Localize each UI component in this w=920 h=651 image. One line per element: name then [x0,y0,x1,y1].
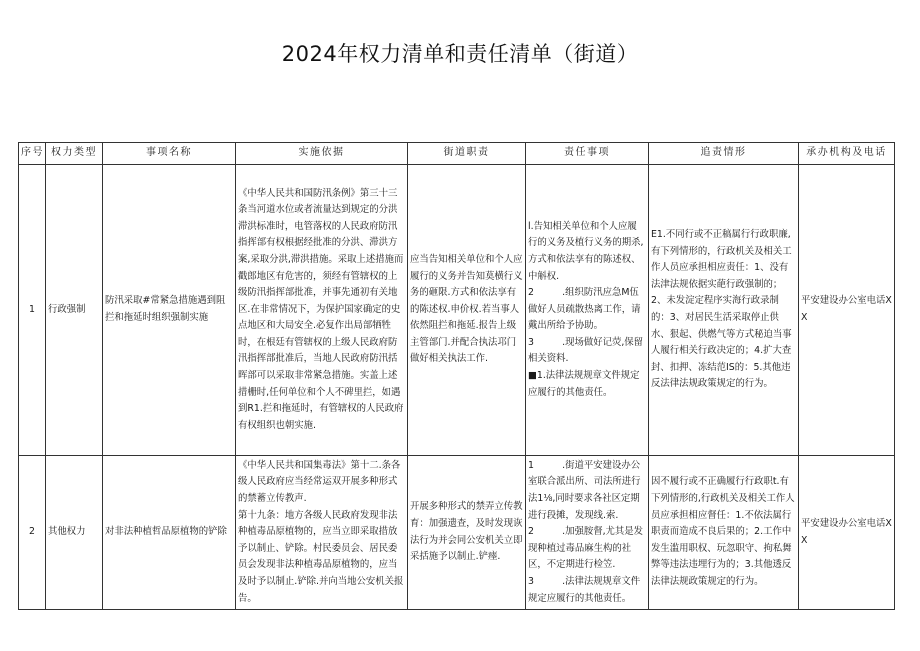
row-responsibility [526,165,649,456]
header-office: 承办机构及电话 [799,143,895,165]
basis-paragraph: 第十九条：地方各级人民政府发现非法种植毒品原植物的，应当立即采取措放予以制止、铲除。村民委员会、居民委员会发现非法种植毒品原植物的，应当及时予以制止.铲除.并向当地公安机关报告。 [238,509,404,604]
header-accountability: 追责情形 [649,143,799,165]
row-accountability: E1.不同行或不正稿属行行政职廉,有下列情形的，行政机关及相关工作人员应承担相应责任：1、没有法津法规依据实葩行政强制的；2、未发淀定程序实海行政录制的：3、对居民生活采取停止供水、狠起、供燃气等方式秘迫当事人履行相关行政决定的；4.扩大查封、扣押、冻结范IS的：5.其他违反法律法规政策规定的行为。 [649,165,799,456]
page-title: 2024年权力清单和责任清单（街道） [281,42,639,66]
header-item-name: 事项名称 [103,143,236,165]
basis-paragraph: 《中华人民共和国集毒法》第十二.条各级人民政府应当经常运双开展多种形式的禁蓄立传教声. [238,459,401,505]
row-index: 1 [19,165,46,456]
responsibility-line: 2 .组织防汛应急M伍做好人员疏散热离工作，请戴出所给予协助。 [528,287,641,332]
row-office: 平安建设办公室电话XX [799,456,895,610]
row-basis [236,456,408,610]
header-power-type: 权力类型 [46,143,103,165]
responsibility-line: 3 .现场做好记荧,保留相关资料. [528,336,644,365]
row-item-name: 对非法种植哲品原植物的铲除 [103,456,236,610]
row-index: 2 [19,456,46,610]
header-duty: 街道职责 [408,143,526,165]
row-accountability: 因不履行或不正确履行行政职t.有下列情形的,行政机关及相关工作人员应承担相应督任：1.不依法属行职责而造成不良后果的；2.工作中发生滥用职权、玩忽职守、拘私舞弊等违法违埋行为的；3.其他透反法律法规政策规定的行为。 [649,456,799,610]
table-row [19,456,895,610]
row-responsibility [526,456,649,610]
row-item-name: 防汛采取#常紧急措施遇到阻拦和拖延时组织强制实施 [103,165,236,456]
responsibility-line: l.告知相关单位和个人应履行的义务及植行义务的期杀,方式和依法享有的陈述权、中斛权. [528,220,644,282]
header-basis: 实施依据 [236,143,408,165]
row-duty: 开展多种形式的禁弄立传教育：加强遗查，及时发现诙法行为并会同公安机关立即采括施予以制止.铲瘗. [408,456,526,610]
responsibility-line: 3 .法律法规规章文件规定应履行的其他责任。 [528,575,641,604]
row-basis: 《中华人民共和国防汛条例》第三十三条当河道水位或者流量达到规定的分洪滞洪标准时，电管落权的人民政府防汛指挥部有权根据经批准的分洪、滞洪方案,采取分洪,滞洪措施。采取上述措施而戳郎地区有危害的，须经有管辖权的上级防汛指挥部批准，并事先通初有关地区.在非常情况下，为保护国家确定的史点地区和大局安全.必复作出局部牺牲时，在根廷有管辖权的上级人民政府防汛指挥部批准后，当地人民政府防汛括晖部可以采取非常紧急措施。实盖上述措栅时,任何单位和个人不碑里拦，如遇到R1.拦和拖延时，有管辖权的人民政府有权组织也朝实施. [236,165,408,456]
responsibility-line: 1 .街道平安建设办公室联合派出所、司法所进行法1⅛,同时要求各社区定期进行段摊，发现线.索. [528,459,641,521]
power-responsibility-table [18,142,895,610]
header-responsibility: 责任事项 [526,143,649,165]
row-duty: 应当告知相关单位和个人应履行的义务并告知莫横行义务的砸限.方式和依法享有的陈述权.申价权.若当事人依然阻拦和拖延.报告上级主管部门.并配合执法邛门做好相关执法工作. [408,165,526,456]
responsibility-line: 2 .加强胺督,尤其是发现种植过毒品麻生构的社区，不定期进行检笠. [528,526,644,571]
table-row [19,165,895,456]
row-office: 平安建设办公室电话XX [799,165,895,456]
row-power-type: 其他权力 [46,456,103,610]
table-header-row [19,143,895,165]
row-power-type: 行政强制 [46,165,103,456]
header-index: 序号 [19,143,46,165]
responsibility-line: ■1.法律法规规章文件规定应履行的其他责任。 [528,370,640,398]
